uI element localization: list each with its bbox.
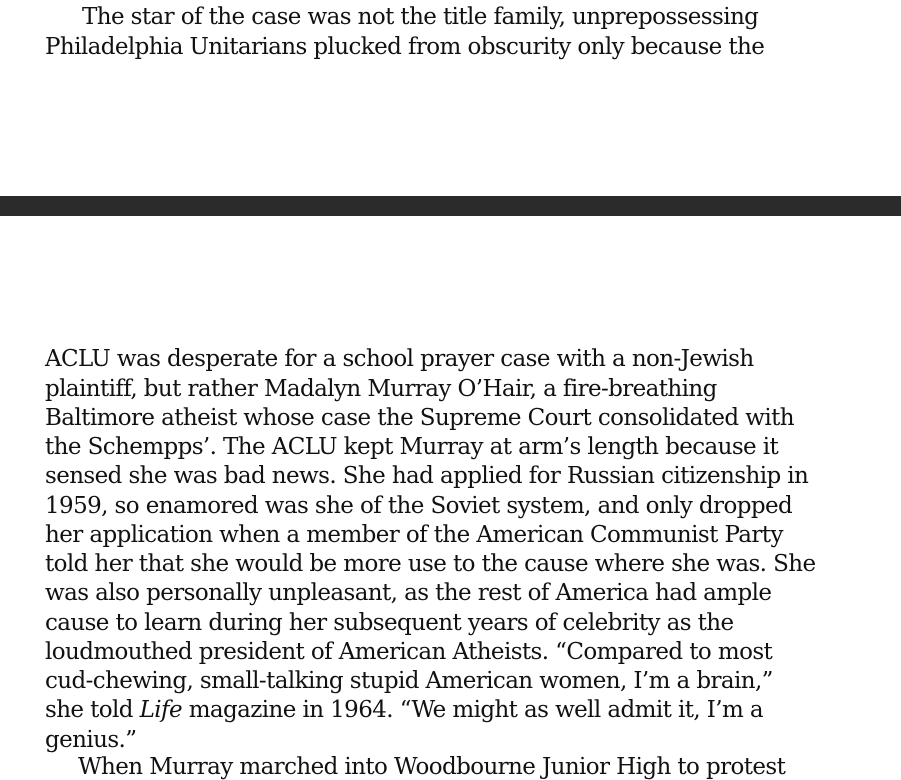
text-line: sensed she was bad news. She had applied for Russian citizenship in bbox=[45, 463, 809, 489]
page-top bbox=[0, 0, 901, 196]
text-line: the Schempps’. The ACLU kept Murray at arm’s length because it bbox=[45, 434, 779, 460]
text-line-2: Philadelphia Unitarians plucked from obscurity only because the bbox=[45, 34, 765, 60]
text-line: was also personally unpleasant, as the rest of America had ample bbox=[45, 580, 772, 606]
cut-off-line: When Murray marched into Woodbourne Junior High to protest bbox=[78, 754, 786, 780]
page-separator bbox=[0, 196, 901, 216]
text-line: plaintiff, but rather Madalyn Murray O’Hair, a fire-breathing bbox=[45, 376, 717, 402]
text-line-1: The star of the case was not the title family, unprepossessing bbox=[82, 4, 759, 30]
text-line: loudmouthed president of American Atheists. “Compared to most bbox=[45, 639, 773, 665]
text-line: told her that she would be more use to the cause where she was. She bbox=[45, 551, 816, 577]
magazine-title: Life bbox=[139, 697, 182, 723]
text-segment: magazine in 1964. “We might as well admit it, I’m a bbox=[181, 697, 763, 723]
text-line: Baltimore atheist whose case the Supreme Court consolidated with bbox=[45, 405, 794, 431]
text-line: genius.” bbox=[45, 727, 137, 753]
text-line: 1959, so enamored was she of the Soviet system, and only dropped bbox=[45, 493, 793, 519]
text-line: cause to learn during her subsequent years of celebrity as the bbox=[45, 610, 734, 636]
text-line: her application when a member of the American Communist Party bbox=[45, 522, 783, 548]
text-segment: she told bbox=[45, 697, 140, 723]
text-line: ACLU was desperate for a school prayer case with a non-Jewish bbox=[45, 346, 754, 372]
page-bottom bbox=[0, 216, 901, 780]
text-line: cud-chewing, small-talking stupid American women, I’m a brain,” bbox=[45, 668, 773, 694]
text-line bbox=[45, 697, 763, 723]
